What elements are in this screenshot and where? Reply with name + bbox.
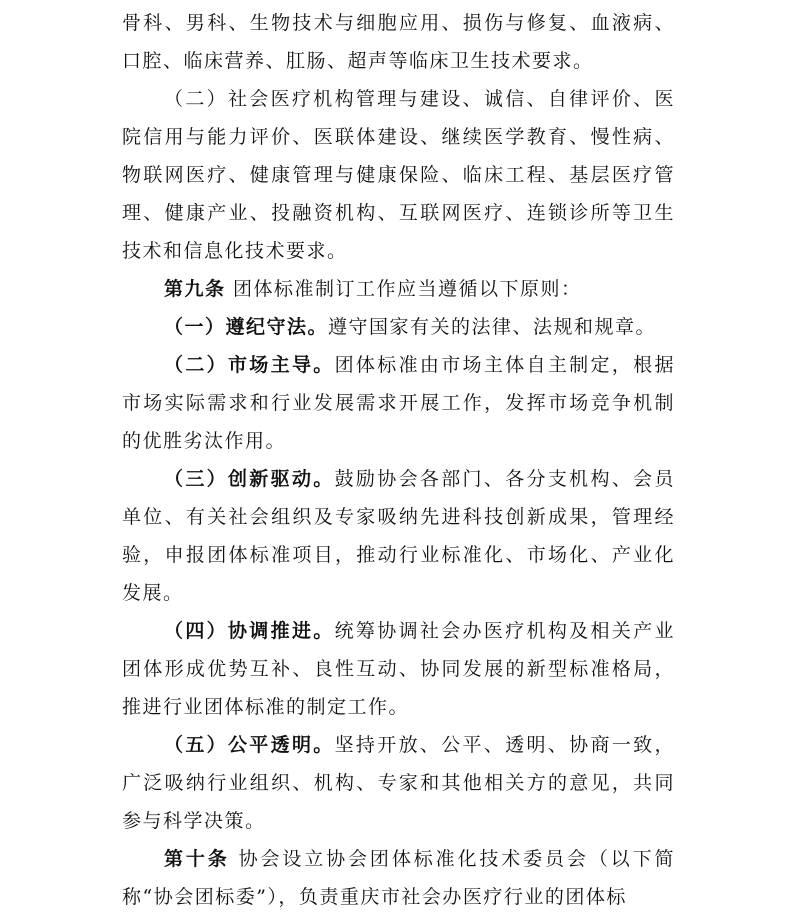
principle-4-text: 统筹协调社会办医疗机构及相关产业团体形成优势互补、良性互动、协同发展的新型标准格局，推进行业团体标准的制定工作。 (122, 620, 675, 718)
principle-5-heading: （五）公平透明。 (164, 734, 335, 756)
paragraph-1-text: 骨科、男科、生物技术与细胞应用、损伤与修复、血液病、口腔、临床营养、肛肠、超声等临床卫生技术要求。 (122, 12, 675, 72)
principle-5 (122, 726, 675, 840)
paragraph-2-text: （二）社会医疗机构管理与建设、诚信、自律评价、医院信用与能力评价、医联体建设、继续医学教育、慢性病、物联网医疗、健康管理与健康保险、临床工程、基层医疗管理、健康产业、投融资机构、互联网医疗、连锁诊所等卫生技术和信息化技术要求。 (122, 88, 675, 262)
principle-3-heading: （三）创新驱动。 (164, 468, 335, 490)
principle-2-text: 团体标准由市场主体自主制定，根据市场实际需求和行业发展需求开展工作，发挥市场竞争机制的优胜劣汰作用。 (122, 354, 675, 452)
principle-1 (122, 308, 675, 346)
principle-2 (122, 346, 675, 460)
principle-4-heading: （四）协调推进。 (164, 620, 335, 642)
document-body (122, 4, 675, 916)
article-10 (122, 840, 675, 916)
article-9-intro (122, 270, 675, 308)
article-9-heading: 第九条 (164, 278, 226, 300)
principle-3-text: 鼓励协会各部门、各分支机构、会员单位、有关社会组织及专家吸纳先进科技创新成果，管理经验，申报团体标准项目，推动行业标准化、市场化、产业化 发展。 (122, 468, 675, 604)
principle-1-text: 遵守国家有关的法律、法规和规章。 (328, 316, 657, 338)
principle-3 (122, 460, 675, 612)
article-10-text: 协会设立协会团体标准化技术委员会（以下简称“协会团标委”），负责重庆市社会办医疗行业的团体标 (122, 848, 675, 908)
principle-1-heading: （一）遵纪守法。 (164, 316, 329, 338)
principle-2-heading: （二）市场主导。 (164, 354, 335, 376)
article-10-heading: 第十条 (164, 848, 230, 870)
paragraph-2 (122, 80, 675, 270)
principle-5-text: 坚持开放、公平、透明、协商一致，广泛吸纳行业组织、机构、专家和其他相关方的意见，共同参与科学决策。 (122, 734, 675, 832)
principle-4 (122, 612, 675, 726)
article-9-text: 团体标准制订工作应当遵循以下原则： (225, 278, 582, 300)
paragraph-1 (122, 4, 675, 80)
